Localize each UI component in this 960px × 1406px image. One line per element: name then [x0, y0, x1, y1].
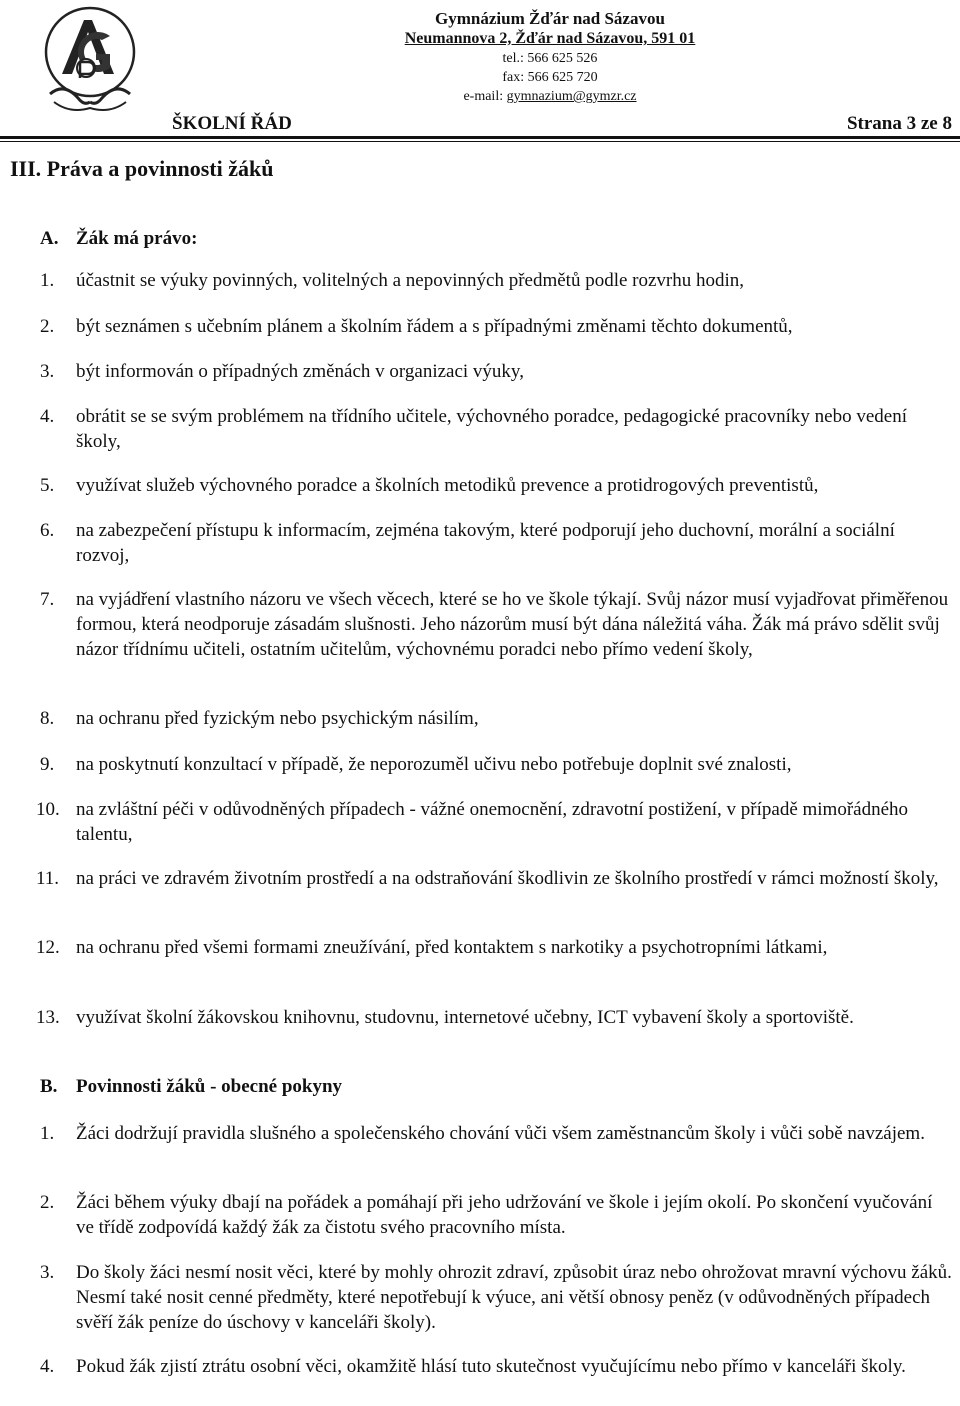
header-divider-thin — [0, 141, 960, 142]
item-text: účastnit se výuky povinných, volitelných a nepovinných předmětů podle rozvrhu hodin, — [76, 270, 745, 291]
section-heading: Povinnosti žáků - obecné pokyny — [76, 1076, 343, 1097]
item-text: být informován o případných změnách v organizaci výuky, — [76, 361, 524, 382]
school-logo-icon — [40, 2, 140, 124]
item-text: na zvláštní péči v odůvodněných případech - vážné onemocnění, zdravotní postižení, v případě mimořádného talentu, — [76, 799, 909, 845]
item-number: 12. — [36, 937, 60, 958]
list-item — [40, 587, 952, 662]
list-item — [40, 752, 952, 777]
item-text: využívat služeb výchovného poradce a školních metodiků prevence a protidrogových preventistů, — [76, 475, 819, 496]
item-number: 7. — [40, 589, 55, 610]
list-item — [40, 1260, 952, 1335]
list-item — [36, 797, 952, 847]
item-number: 10. — [36, 799, 60, 820]
school-name: Gymnázium Žďár nad Sázavou — [435, 9, 665, 28]
school-fax: fax: 566 625 720 — [502, 70, 598, 85]
header-divider — [0, 136, 960, 139]
list-item — [36, 866, 952, 891]
item-number: 3. — [40, 1262, 55, 1283]
document-title: ŠKOLNÍ ŘÁD — [172, 113, 292, 134]
item-text: Žáci během výuky dbají na pořádek a pomáhají při jeho udržování ve škole i jejím okolí. Po skončení vyučování ve třídě zodpovídá každý žák za čistotu svého pracovního místa. — [76, 1192, 933, 1238]
item-text: být seznámen s učebním plánem a školním řádem a s případnými změnami těchto dokumentů, — [76, 316, 793, 337]
email-link[interactable]: gymnazium@gymzr.cz — [506, 89, 637, 104]
item-text: Do školy žáci nesmí nosit věci, které by mohly ohrozit zdraví, způsobit úraz nebo ohrožovat mravní výchovu žáků. Nesmí také nosit cenné předměty, které nepotřebují k výuce, ani větší obnosy peněz (v odůvodněných případech svěří žák peníze do úschovy v kanceláři školy). — [76, 1262, 952, 1333]
section-letter: A. — [40, 228, 59, 249]
item-number: 4. — [40, 406, 55, 427]
section-b-title — [40, 1076, 342, 1098]
list-item — [40, 268, 952, 293]
page-number: Strana 3 ze 8 — [846, 113, 952, 134]
list-item — [36, 1005, 952, 1030]
item-text: na zabezpečení přístupu k informacím, zejména takovým, které podporují jeho duchovní, morální a sociální rozvoj, — [76, 520, 895, 566]
list-item — [40, 359, 952, 384]
item-text: na ochranu před fyzickým nebo psychickým násilím, — [76, 708, 479, 729]
school-phone: tel.: 566 625 526 — [502, 51, 598, 66]
school-email — [380, 87, 720, 106]
email-label: e-mail: — [463, 89, 507, 104]
item-text: Žáci dodržují pravidla slušného a společenského chování vůči všem zaměstnancům školy i vůči sobě navzájem. — [76, 1123, 925, 1144]
item-number: 5. — [40, 475, 55, 496]
list-item — [40, 1354, 952, 1379]
item-text: obrátit se se svým problémem na třídního učitele, výchovného poradce, pedagogické pracovníky nebo vedení školy, — [76, 406, 907, 452]
item-number: 1. — [40, 1123, 55, 1144]
item-number: 1. — [40, 270, 55, 291]
section-a-title — [40, 228, 197, 250]
item-number: 9. — [40, 754, 55, 775]
list-item — [40, 314, 952, 339]
item-number: 13. — [36, 1007, 60, 1028]
item-number: 8. — [40, 708, 55, 729]
school-info — [380, 8, 720, 106]
item-number: 4. — [40, 1356, 55, 1377]
item-number: 11. — [36, 868, 60, 889]
item-number: 2. — [40, 1192, 55, 1213]
item-text: Pokud žák zjistí ztrátu osobní věci, okamžitě hlásí tuto skutečnost vyučujícímu nebo přímo v kanceláři školy. — [76, 1356, 906, 1377]
item-number: 2. — [40, 316, 55, 337]
list-item — [40, 1190, 952, 1240]
item-text: využívat školní žákovskou knihovnu, studovnu, internetové učebny, ICT vybavení školy a sportoviště. — [76, 1007, 854, 1028]
list-item — [40, 404, 952, 454]
list-item — [40, 473, 952, 498]
section-letter: B. — [40, 1076, 58, 1097]
chapter-title: III. Práva a povinnosti žáků — [10, 156, 274, 181]
school-address: Neumannova 2, Žďár nad Sázavou, 591 01 — [404, 30, 696, 47]
list-item — [36, 935, 952, 960]
item-number: 6. — [40, 520, 55, 541]
list-item — [40, 706, 952, 731]
item-number: 3. — [40, 361, 55, 382]
item-text: na ochranu před všemi formami zneužívání, před kontaktem s narkotiky a psychotropními látkami, — [76, 937, 828, 958]
section-heading: Žák má právo: — [76, 228, 198, 249]
item-text: na poskytnutí konzultací v případě, že neporozuměl učivu nebo potřebuje doplnit své znalosti, — [76, 754, 792, 775]
list-item — [40, 518, 952, 568]
list-item — [40, 1121, 952, 1146]
item-text: na práci ve zdravém životním prostředí a na odstraňování škodlivin ze školního prostředí v rámci možností školy, — [76, 868, 939, 889]
item-text: na vyjádření vlastního názoru ve všech věcech, které se ho ve škole týkají. Svůj názor musí vyjadřovat přiměřenou formou, která neodporuje zásadám slušnosti. Jeho názorům musí být dána náležitá váha. Žák má právo sdělit svůj názor třídnímu učiteli, ostatním učitelům, výchovnému poradci nebo přímo vedení školy, — [76, 589, 949, 660]
page-header — [0, 0, 960, 137]
